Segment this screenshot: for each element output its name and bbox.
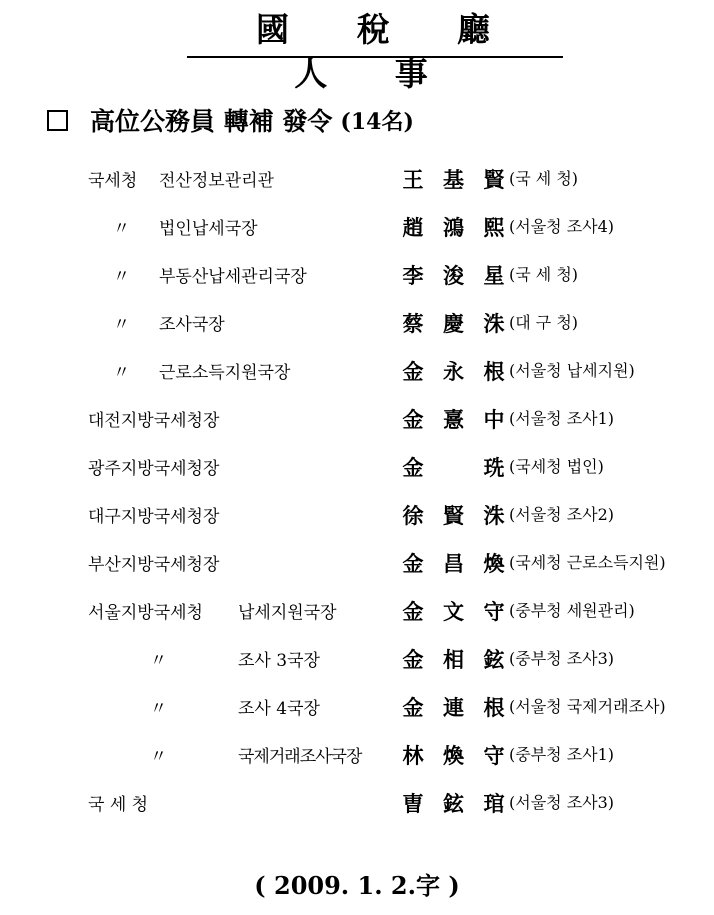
org-label: 국 세 청 bbox=[88, 795, 149, 815]
name-char: 基 bbox=[443, 167, 464, 192]
name-char: 金 bbox=[402, 551, 424, 576]
previous-post: (중부청 세원관리) bbox=[509, 601, 635, 620]
org-label: 서울지방국세청 bbox=[88, 603, 203, 623]
appointment-row bbox=[0, 252, 714, 300]
name-char: 熙 bbox=[483, 215, 505, 240]
previous-post: (국세청 근로소득지원) bbox=[509, 553, 666, 572]
position-label: 근로소득지원국장 bbox=[159, 363, 291, 383]
name-char: 煥 bbox=[483, 551, 505, 576]
ditto-mark: 〃 bbox=[113, 315, 130, 335]
appointee-name bbox=[401, 164, 506, 194]
previous-post: (국 세 청) bbox=[509, 265, 579, 284]
name-char: 憙 bbox=[443, 407, 464, 432]
ditto-mark: 〃 bbox=[113, 267, 130, 287]
position-label: 법인납세국장 bbox=[159, 219, 258, 239]
checkbox-square-icon bbox=[47, 110, 68, 131]
position-label: 조사국장 bbox=[159, 315, 225, 335]
org-label: 대전지방국세청장 bbox=[88, 411, 220, 431]
appointment-row bbox=[0, 396, 714, 444]
appointee-name bbox=[401, 500, 506, 530]
ditto-mark: 〃 bbox=[150, 747, 167, 767]
appointee-name bbox=[401, 212, 506, 242]
name-char: 根 bbox=[483, 695, 505, 720]
document-title bbox=[187, 8, 563, 93]
name-char: 鉉 bbox=[483, 647, 505, 672]
appointment-row bbox=[0, 492, 714, 540]
org-label: 국세청 bbox=[88, 171, 138, 191]
name-char: 鴻 bbox=[443, 215, 464, 240]
previous-post: (서울청 조사1) bbox=[509, 409, 615, 428]
name-char: 蔡 bbox=[402, 311, 424, 336]
name-char: 金 bbox=[402, 455, 424, 480]
appointment-row bbox=[0, 732, 714, 780]
appointee-name bbox=[401, 596, 506, 626]
name-char: 浚 bbox=[443, 263, 464, 288]
name-char: 星 bbox=[483, 263, 505, 288]
appointment-row bbox=[0, 444, 714, 492]
name-char: 李 bbox=[402, 263, 424, 288]
name-char: 金 bbox=[402, 695, 424, 720]
ditto-mark: 〃 bbox=[113, 363, 130, 383]
name-char: 昌 bbox=[443, 551, 464, 576]
appointee-name bbox=[401, 260, 506, 290]
ditto-mark: 〃 bbox=[113, 219, 130, 239]
name-char: 賢 bbox=[483, 167, 505, 192]
appointment-row bbox=[0, 204, 714, 252]
appointment-row bbox=[0, 588, 714, 636]
appointment-row bbox=[0, 300, 714, 348]
previous-post: (국세청 법인) bbox=[509, 457, 604, 476]
name-char: 相 bbox=[443, 647, 464, 672]
position-label: 조사 4국장 bbox=[238, 699, 320, 719]
name-char: 金 bbox=[402, 599, 424, 624]
appointment-row bbox=[0, 780, 714, 828]
appointee-name bbox=[401, 356, 506, 386]
previous-post: (국 세 청) bbox=[509, 169, 579, 188]
org-label: 대구지방국세청장 bbox=[88, 507, 220, 527]
name-char bbox=[442, 452, 466, 482]
appointee-name bbox=[401, 692, 506, 722]
appointee-name bbox=[401, 644, 506, 674]
name-char: 慶 bbox=[443, 311, 464, 336]
org-label: 부산지방국세청장 bbox=[88, 555, 220, 575]
appointment-row bbox=[0, 348, 714, 396]
name-char: 徐 bbox=[402, 503, 424, 528]
name-char: 金 bbox=[402, 359, 424, 384]
appointment-row bbox=[0, 636, 714, 684]
name-char: 中 bbox=[483, 407, 505, 432]
issue-date: ( 2009. 1. 2.字 ) bbox=[254, 871, 460, 900]
previous-post: (서울청 조사3) bbox=[509, 793, 615, 812]
name-char: 煥 bbox=[443, 743, 464, 768]
appointee-name bbox=[401, 548, 506, 578]
position-label: 조사 3국장 bbox=[238, 651, 320, 671]
ditto-mark: 〃 bbox=[150, 699, 167, 719]
name-char: 鉉 bbox=[443, 791, 464, 816]
previous-post: (서울청 조사4) bbox=[509, 217, 615, 236]
ditto-mark: 〃 bbox=[150, 651, 167, 671]
org-label: 광주지방국세청장 bbox=[88, 459, 220, 479]
section-count: (14名) bbox=[340, 108, 414, 135]
previous-post: (서울청 납세지원) bbox=[509, 361, 635, 380]
previous-post: (중부청 조사1) bbox=[509, 745, 615, 764]
name-char: 珗 bbox=[483, 455, 505, 480]
section-heading bbox=[47, 103, 414, 137]
previous-post: (서울청 국제거래조사) bbox=[509, 697, 666, 716]
appointment-row bbox=[0, 540, 714, 588]
name-char: 王 bbox=[402, 167, 424, 192]
position-label: 국제거래조사국장 bbox=[238, 747, 362, 767]
position-label: 전산정보관리관 bbox=[159, 171, 274, 191]
appointee-name bbox=[401, 404, 506, 434]
name-char: 曺 bbox=[402, 791, 424, 816]
appointment-row bbox=[0, 156, 714, 204]
appointee-name bbox=[401, 740, 506, 770]
appointee-name bbox=[401, 788, 506, 818]
name-char: 賢 bbox=[443, 503, 464, 528]
name-char: 趙 bbox=[402, 215, 424, 240]
name-char: 金 bbox=[402, 647, 424, 672]
previous-post: (대 구 청) bbox=[509, 313, 579, 332]
name-char: 洙 bbox=[483, 503, 505, 528]
name-char: 洙 bbox=[483, 311, 505, 336]
previous-post: (중부청 조사3) bbox=[509, 649, 615, 668]
name-char: 永 bbox=[443, 359, 464, 384]
appointee-name bbox=[401, 452, 506, 482]
name-char: 守 bbox=[483, 743, 505, 768]
name-char: 林 bbox=[402, 743, 424, 768]
position-label: 부동산납세관리국장 bbox=[159, 267, 307, 287]
name-char: 連 bbox=[443, 695, 464, 720]
name-char: 守 bbox=[483, 599, 505, 624]
title-text: 國 稅 廳 人 事 bbox=[256, 10, 518, 93]
name-char: 文 bbox=[443, 599, 464, 624]
name-char: 琯 bbox=[483, 791, 505, 816]
section-label: 高位公務員 轉補 發令 bbox=[90, 107, 333, 136]
appointee-name bbox=[401, 308, 506, 338]
name-char: 根 bbox=[483, 359, 505, 384]
appointment-row bbox=[0, 684, 714, 732]
previous-post: (서울청 조사2) bbox=[509, 505, 615, 524]
position-label: 납세지원국장 bbox=[238, 603, 337, 623]
name-char: 金 bbox=[402, 407, 424, 432]
